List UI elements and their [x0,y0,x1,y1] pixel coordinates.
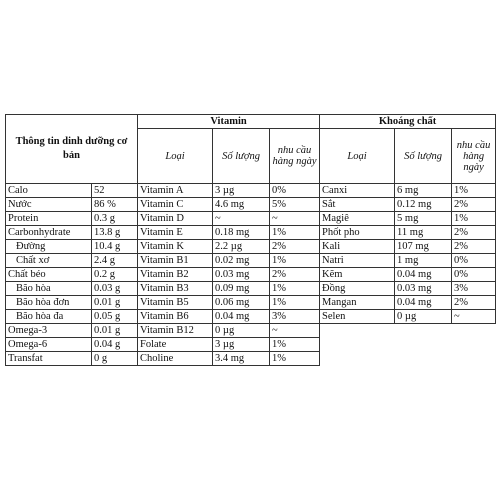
mineral-amount-header: Số lượng [395,129,452,184]
vitamin-name: Vitamin B1 [138,254,213,268]
vitamin-amount: 0.18 mg [213,226,270,240]
basic-label: Calo [6,184,92,198]
mineral-name: Natri [320,254,395,268]
vitamin-daily: 0% [270,184,320,198]
table-row [6,240,496,254]
basic-label: Đường [6,240,92,254]
basic-value: 86 % [92,198,138,212]
vitamin-name: Vitamin K [138,240,213,254]
vitamin-amount: 0.02 mg [213,254,270,268]
basic-label: Transfat [6,352,92,366]
empty-cell [320,338,496,352]
basic-value: 0 g [92,352,138,366]
mineral-daily: 2% [452,226,496,240]
mineral-amount: 0.12 mg [395,198,452,212]
mineral-daily: 2% [452,198,496,212]
basic-value: 52 [92,184,138,198]
vitamin-name: Vitamin B3 [138,282,213,296]
vitamin-amount: 3 µg [213,338,270,352]
vitamin-daily: 2% [270,268,320,282]
mineral-daily: 1% [452,212,496,226]
vitamin-daily: 1% [270,226,320,240]
mineral-name: Canxi [320,184,395,198]
mineral-daily: 2% [452,240,496,254]
basic-value: 0.01 g [92,296,138,310]
mineral-amount: 0.04 mg [395,296,452,310]
vitamin-amount: 3 µg [213,184,270,198]
basic-label: Bão hòa đơn [6,296,92,310]
basic-value: 0.05 g [92,310,138,324]
basic-label: Omega-3 [6,324,92,338]
mineral-name: Mangan [320,296,395,310]
basic-label: Omega-6 [6,338,92,352]
basic-value: 13.8 g [92,226,138,240]
vitamin-header: Vitamin [138,115,320,129]
vitamin-amount: 0 µg [213,324,270,338]
vitamin-amount: 0.06 mg [213,296,270,310]
mineral-daily: 2% [452,296,496,310]
vitamin-name: Vitamin B12 [138,324,213,338]
mineral-name: Sắt [320,198,395,212]
table-row [6,282,496,296]
mineral-name: Phốt pho [320,226,395,240]
vitamin-daily: 3% [270,310,320,324]
vitamin-daily: ~ [270,324,320,338]
basic-value: 0.2 g [92,268,138,282]
table-row [6,254,496,268]
vitamin-name: Vitamin B6 [138,310,213,324]
vitamin-daily: 5% [270,198,320,212]
mineral-daily: 3% [452,282,496,296]
vitamin-daily: 1% [270,254,320,268]
mineral-daily: ~ [452,310,496,324]
vitamin-daily: 1% [270,338,320,352]
table-row [6,296,496,310]
mineral-name: Đồng [320,282,395,296]
basic-label: Chất béo [6,268,92,282]
empty-cell [320,324,496,338]
basic-value: 0.04 g [92,338,138,352]
vitamin-daily: 1% [270,282,320,296]
vitamin-amount: 0.09 mg [213,282,270,296]
vitamin-name: Folate [138,338,213,352]
mineral-daily: 0% [452,268,496,282]
mineral-amount: 0.03 mg [395,282,452,296]
mineral-amount: 5 mg [395,212,452,226]
mineral-amount: 11 mg [395,226,452,240]
mineral-daily-header: nhu cầu hàng ngày [452,129,496,184]
mineral-type-header: Loại [320,129,395,184]
basic-value: 0.01 g [92,324,138,338]
empty-cell [320,352,496,366]
basic-label: Nước [6,198,92,212]
vitamin-amount: 0.03 mg [213,268,270,282]
vitamin-daily-header: nhu cầu hàng ngày [270,129,320,184]
nutrition-table [5,114,496,366]
vitamin-amount: ~ [213,212,270,226]
vitamin-name: Vitamin C [138,198,213,212]
basic-value: 2.4 g [92,254,138,268]
basic-label: Protein [6,212,92,226]
vitamin-amount: 2.2 µg [213,240,270,254]
table-row [6,338,496,352]
table-row [6,226,496,240]
mineral-name: Kẽm [320,268,395,282]
table-row [6,184,496,198]
mineral-name: Kali [320,240,395,254]
basic-value: 10.4 g [92,240,138,254]
vitamin-type-header: Loại [138,129,213,184]
vitamin-name: Vitamin D [138,212,213,226]
vitamin-name: Vitamin B2 [138,268,213,282]
basic-label: Bão hòa [6,282,92,296]
mineral-daily: 0% [452,254,496,268]
table-row [6,268,496,282]
mineral-amount: 107 mg [395,240,452,254]
vitamin-name: Vitamin A [138,184,213,198]
vitamin-daily: 1% [270,352,320,366]
mineral-name: Selen [320,310,395,324]
basic-label: Carbonhydrate [6,226,92,240]
vitamin-amount: 3.4 mg [213,352,270,366]
mineral-amount: 0.04 mg [395,268,452,282]
table-row [6,352,496,366]
table-row [6,212,496,226]
vitamin-name: Vitamin E [138,226,213,240]
table-row [6,310,496,324]
basic-value: 0.3 g [92,212,138,226]
basic-label: Bão hòa đa [6,310,92,324]
vitamin-amount: 0.04 mg [213,310,270,324]
vitamin-daily: 2% [270,240,320,254]
mineral-daily: 1% [452,184,496,198]
vitamin-amount: 4.6 mg [213,198,270,212]
table-row [6,198,496,212]
vitamin-daily: 1% [270,296,320,310]
mineral-header: Khoáng chất [320,115,496,129]
table-row [6,324,496,338]
mineral-amount: 0 µg [395,310,452,324]
vitamin-name: Vitamin B5 [138,296,213,310]
mineral-amount: 1 mg [395,254,452,268]
vitamin-name: Choline [138,352,213,366]
basic-value: 0.03 g [92,282,138,296]
mineral-amount: 6 mg [395,184,452,198]
vitamin-amount-header: Số lượng [213,129,270,184]
basic-info-title: Thông tin dinh dưỡng cơ bản [6,115,138,184]
vitamin-daily: ~ [270,212,320,226]
mineral-name: Magiê [320,212,395,226]
basic-label: Chất xơ [6,254,92,268]
